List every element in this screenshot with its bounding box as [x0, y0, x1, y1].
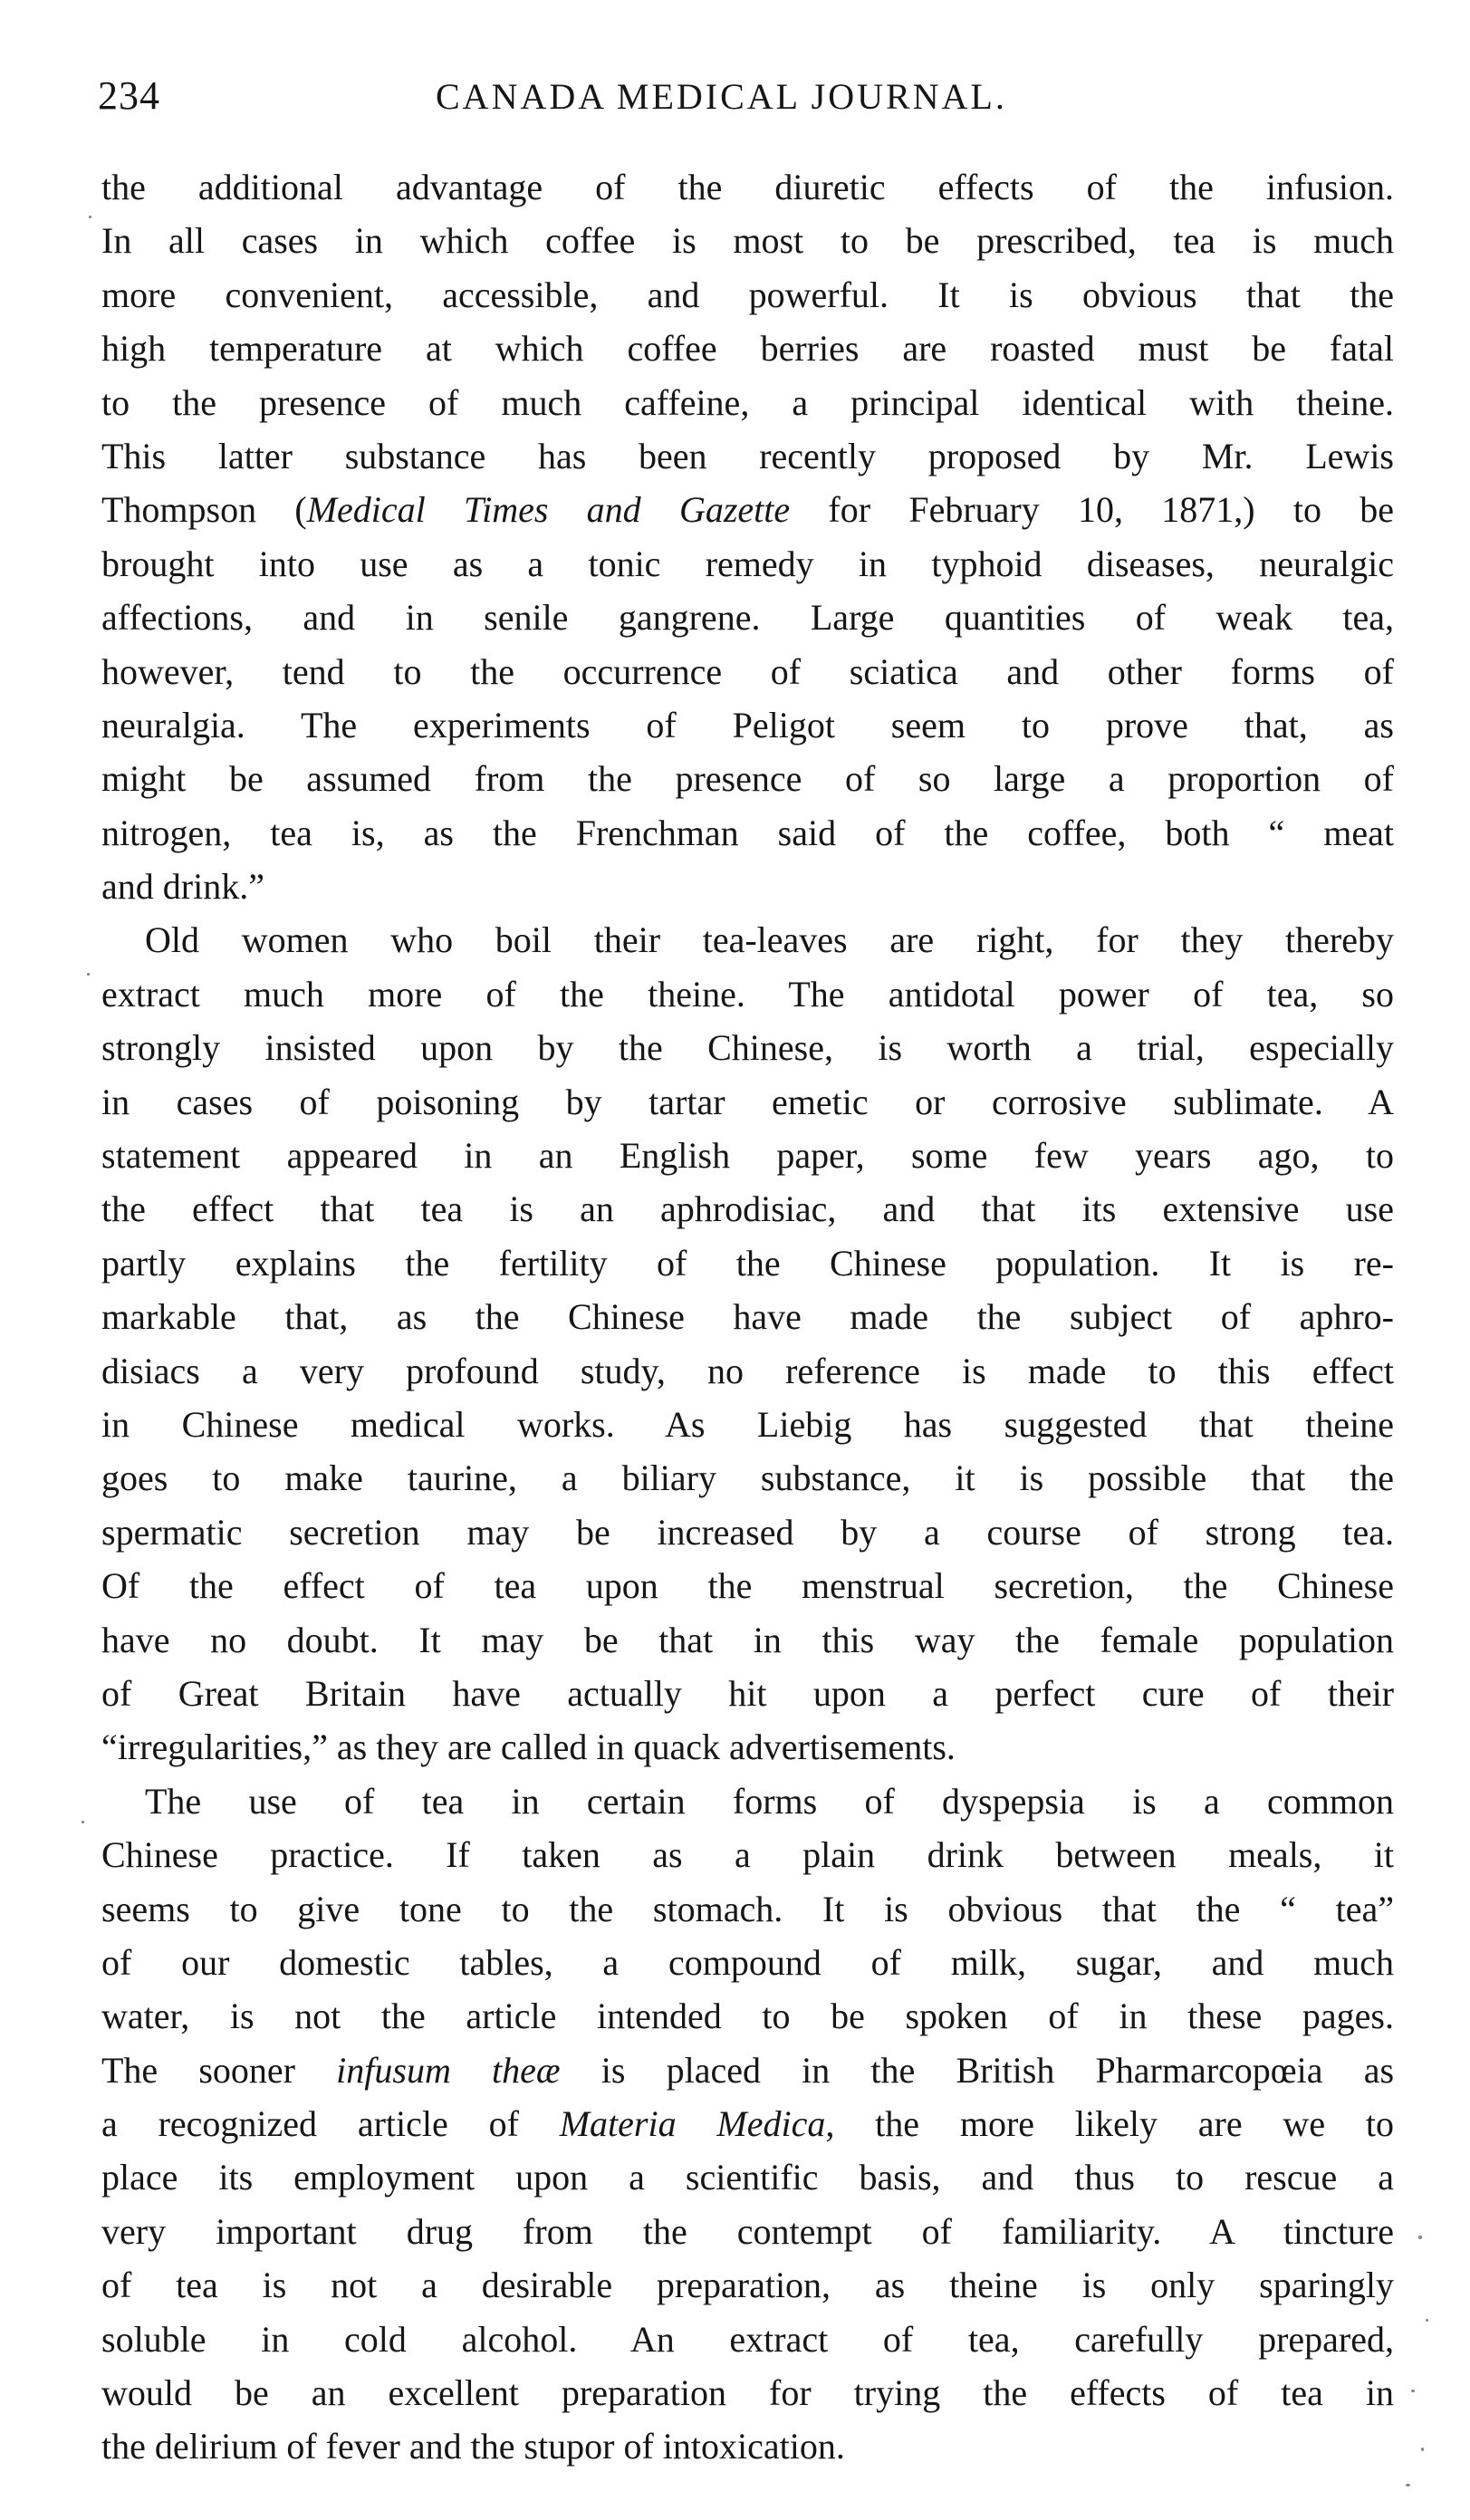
italic-phrase: infusum theæ	[336, 2049, 561, 2091]
scan-speck	[1426, 2319, 1428, 2322]
text-line: markable that, as the Chinese have made the subject of aphro-	[101, 1296, 1394, 1338]
text-line: goes to make taurine, a biliary substance, it is possible that the	[101, 1457, 1394, 1499]
text-line: spermatic secretion may be increased by a course of strong tea.	[101, 1511, 1394, 1553]
scan-speck	[1421, 2448, 1424, 2451]
text-line: have no doubt. It may be that in this way the female population	[101, 1619, 1394, 1660]
text-line: more convenient, accessible, and powerful. It is obvious that the	[101, 274, 1394, 315]
text-line: affections, and in senile gangrene. Large quantities of weak tea,	[101, 597, 1394, 639]
text-line: of Great Britain have actually hit upon a perfect cure of their	[101, 1672, 1394, 1714]
paragraph-1	[101, 160, 1394, 913]
text-line: This latter substance has been recently proposed by Mr. Lewis	[101, 435, 1394, 476]
text-line: a recognized article of Materia Medica, the more likely are we to	[101, 2103, 1394, 2145]
text-line: extract much more of the theine. The antidotal power of tea, so	[101, 973, 1394, 1015]
text-line: soluble in cold alcohol. An extract of tea, carefully prepared,	[101, 2318, 1394, 2360]
scan-speck	[1411, 2390, 1415, 2392]
paragraph-2	[101, 913, 1394, 1774]
text-line: The sooner infusum theæ is placed in the British Pharmarcopœia as	[101, 2049, 1395, 2091]
text-line: partly explains the fertility of the Chinese population. It is re-	[101, 1242, 1394, 1284]
scan-speck	[89, 216, 91, 218]
text-line: and drink.”	[101, 866, 264, 908]
text-line: “irregularities,” as they are called in quack advertisements.	[101, 1726, 956, 1768]
article-body	[101, 160, 1394, 2474]
text-line: Old women who boil their tea-leaves are right, for they thereby	[145, 919, 1394, 961]
text-line: neuralgia. The experiments of Peligot seem to prove that, as	[101, 704, 1394, 745]
text-line: in cases of poisoning by tartar emetic or corrosive sublimate. A	[101, 1081, 1394, 1122]
text-line: place its employment upon a scientific basis, and thus to rescue a	[101, 2157, 1394, 2198]
text-line: the additional advantage of the diuretic effects of the infusion.	[101, 167, 1394, 207]
text-line: Chinese practice. If taken as a plain drink between meals, it	[101, 1834, 1394, 1876]
text-line: The use of tea in certain forms of dyspepsia is a common	[145, 1780, 1394, 1822]
text-line: high temperature at which coffee berries are roasted must be fatal	[101, 328, 1394, 370]
text-line: to the presence of much caffeine, a principal identical with theine.	[101, 381, 1394, 423]
scan-speck	[87, 973, 90, 976]
text-line: very important drug from the contempt of familiarity. A tincture	[101, 2210, 1394, 2252]
text-line: strongly insisted upon by the Chinese, is worth a trial, especially	[101, 1027, 1394, 1069]
text-line: disiacs a very profound study, no reference is made to this effect	[101, 1350, 1394, 1391]
text-line: in Chinese medical works. As Liebig has suggested that theine	[101, 1403, 1394, 1445]
text-line: the effect that tea is an aphrodisiac, and that its extensive use	[101, 1188, 1394, 1230]
text-line: of our domestic tables, a compound of milk, sugar, and much	[101, 1941, 1394, 1983]
text-line: nitrogen, tea is, as the Frenchman said of the coffee, both “ meat	[101, 812, 1394, 853]
text-line: seems to give tone to the stomach. It is obvious that the “ tea”	[101, 1888, 1394, 1929]
text-line: Of the effect of tea upon the menstrual secretion, the Chinese	[101, 1565, 1394, 1607]
scan-speck	[82, 1821, 84, 1823]
text-line: of tea is not a desirable preparation, as theine is only sparingly	[101, 2265, 1394, 2306]
text-line: water, is not the article intended to be spoken of in these pages.	[101, 1996, 1394, 2037]
scan-speck	[1406, 2484, 1410, 2486]
italic-phrase: Materia Medica	[559, 2103, 826, 2145]
text-line: the delirium of fever and the stupor of intoxication.	[101, 2426, 845, 2467]
text-line: statement appeared in an English paper, some few years ago, to	[101, 1135, 1394, 1177]
running-title: CANADA MEDICAL JOURNAL.	[436, 76, 1007, 117]
text-line: brought into use as a tonic remedy in typhoid diseases, neuralgic	[101, 543, 1394, 584]
page-number: 234	[98, 73, 160, 118]
scan-speck	[1418, 2236, 1422, 2239]
text-line: In all cases in which coffee is most to be prescribed, tea is much	[101, 220, 1394, 262]
italic-phrase: Medical Times and Gazette	[306, 489, 791, 531]
text-line: however, tend to the occurrence of sciatica and other forms of	[101, 650, 1394, 692]
paragraph-3	[101, 1775, 1394, 2474]
text-line: might be assumed from the presence of so large a proportion of	[101, 758, 1394, 800]
text-line: would be an excellent preparation for trying the effects of tea in	[101, 2372, 1394, 2414]
page-header	[98, 72, 1402, 136]
text-line: Thompson (Medical Times and Gazette for February 10, 1871,) to be	[101, 489, 1394, 531]
